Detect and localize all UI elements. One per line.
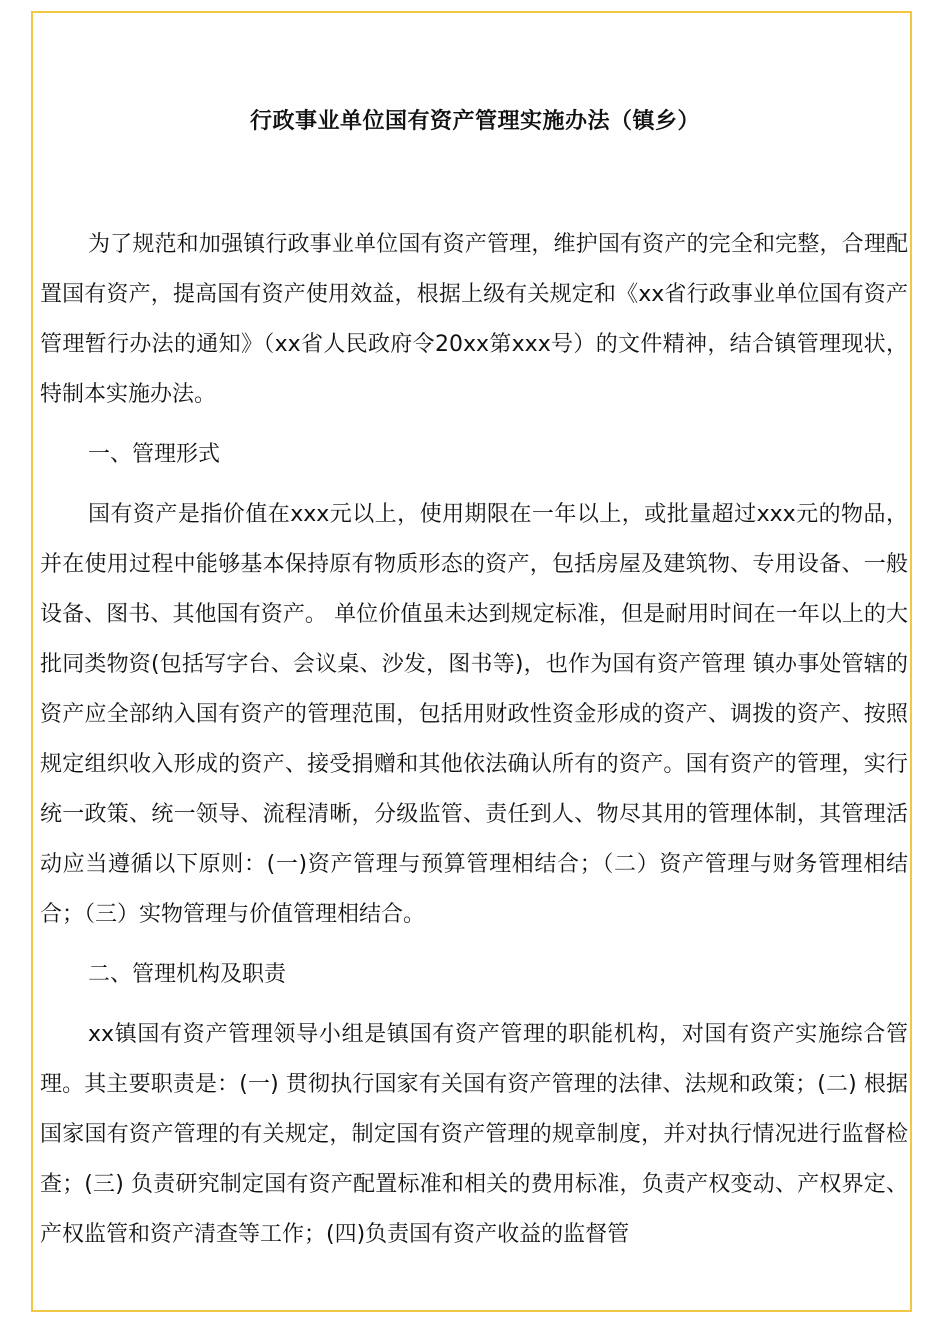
paragraph-management-form: 国有资产是指价值在xxx元以上，使用期限在一年以上，或批量超过xxx元的物品，并在使用过程中能够基本保持原有物质形态的资产，包括房屋及建筑物、专用设备、一般设备、图书、其他国有资产。 单位价值虽未达到规定标准，但是耐用时间在一年以上的大批同类物资(包括写字台、会议桌、沙发，图书等)，也作为国有资产管理 镇办事处管辖的资产应全部纳入国有资产的管理范围，包括用财政性资金形成的资产、调拨的资产、按照规定组织收入形成的资产、接受捐赠和其他依法确认所有的资产。国有资产的管理，实行统一政策、统一领导、流程清晰，分级监管、责任到人、物尽其用的管理体制，其管理活动应当遵循以下原则：(一)资产管理与预算管理相结合；（二）资产管理与财务管理相结合；（三）实物管理与价值管理相结合。	[40, 502, 908, 927]
document-title: 行政事业单位国有资产管理实施办法（镇乡）	[249, 109, 700, 134]
document-body	[40, 220, 908, 1270]
section-heading-1: 一、管理形式	[88, 442, 221, 467]
paragraph-management-body: xx镇国有资产管理领导小组是镇国有资产管理的职能机构，对国有资产实施综合管理。其主要职责是：(一) 贯彻执行国家有关国有资产管理的法律、法规和政策；(二) 根据国家国有资产管理的有关规定，制定国有资产管理的规章制度，并对执行情况进行监督检查；(三) 负责研究制定国有资产配置标准和相关的费用标准，负责产权变动、产权界定、产权监管和资产清查等工作；(四)负责国有资产收益的监督管	[40, 1022, 908, 1247]
section-heading-2: 二、管理机构及职责	[88, 962, 287, 987]
paragraph-intro: 为了规范和加强镇行政事业单位国有资产管理，维护国有资产的完全和完整，合理配置国有资产，提高国有资产使用效益，根据上级有关规定和《xx省行政事业单位国有资产管理暂行办法的通知》（xx省人民政府令20xx第xxx号）的文件精神，结合镇管理现状，特制本实施办法。	[40, 232, 908, 407]
